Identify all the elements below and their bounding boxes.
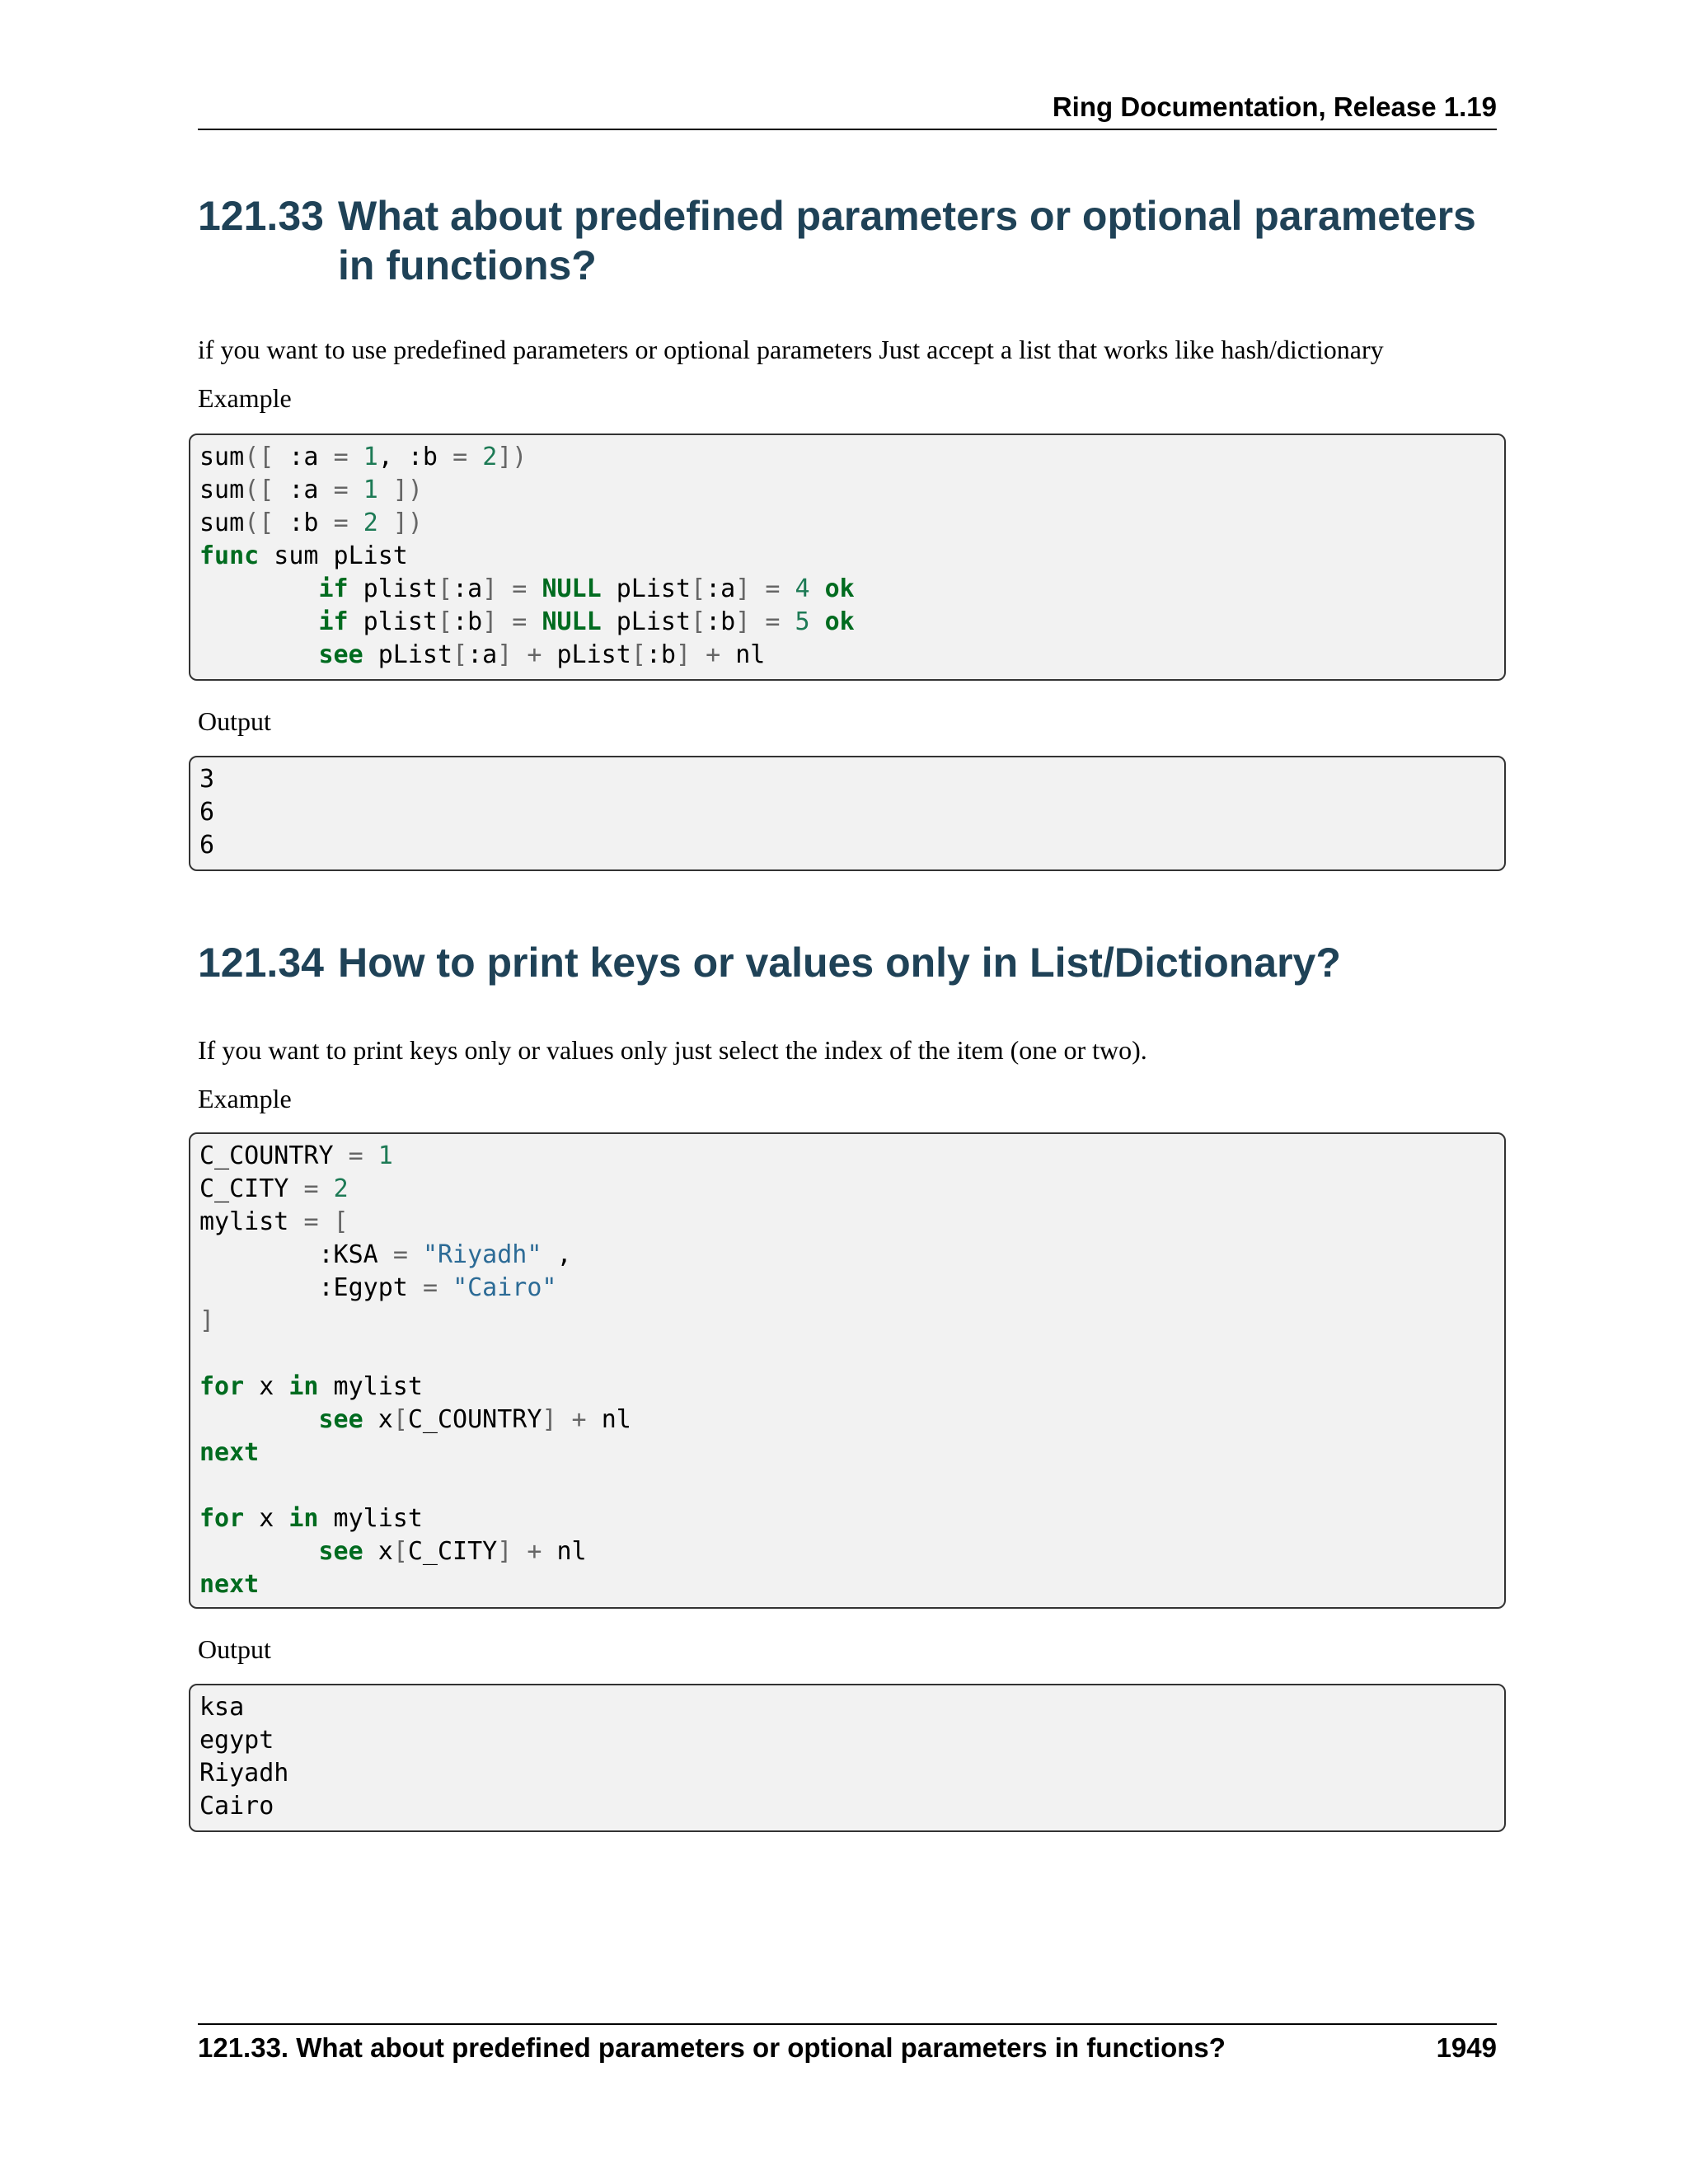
- running-footer: [198, 2023, 1497, 2066]
- output-label: Output: [198, 1634, 271, 1664]
- code-line: next: [199, 1438, 260, 1467]
- code-line: for x in mylist: [199, 1504, 423, 1533]
- page-number: 1949: [1436, 2032, 1497, 2063]
- code-block-output-2: [189, 1684, 1506, 1832]
- section-number: 121.33: [198, 193, 324, 239]
- output-line: 6: [199, 831, 215, 860]
- section-title: How to print keys or values only in List/Dictionary?: [338, 940, 1341, 986]
- code-line: sum([ :a = 1 ]): [199, 476, 423, 504]
- code-line: sum([ :b = 2 ]): [199, 509, 423, 537]
- code-line: for x in mylist: [199, 1372, 423, 1401]
- code-line: func sum pList: [199, 541, 408, 570]
- output-line: ksa: [199, 1693, 245, 1722]
- code-line: see x[C_COUNTRY] + nl: [318, 1405, 631, 1434]
- output-line: 6: [199, 798, 215, 827]
- code-line: :KSA = "Riyadh" ,: [199, 1240, 572, 1269]
- code-line: see x[C_CITY] + nl: [318, 1537, 587, 1566]
- code-block-example-1: [189, 434, 1506, 681]
- code-line: C_CITY = 2: [199, 1174, 349, 1203]
- section-intro: If you want to print keys only or values only just select the index of the item (one or two).: [198, 1035, 1147, 1065]
- code-line: mylist = [: [199, 1207, 349, 1236]
- code-line: [199, 1338, 1495, 1371]
- code-line: C_COUNTRY = 1: [199, 1141, 393, 1170]
- code-line: sum([ :a = 1, :b = 2]): [199, 443, 528, 471]
- section-number: 121.34: [198, 940, 324, 986]
- code-line: if plist[:b] = NULL pList[:b] = 5 ok: [318, 607, 855, 636]
- example-label: Example: [198, 1084, 292, 1113]
- code-block-example-2: [189, 1132, 1506, 1609]
- output-line: Riyadh: [199, 1759, 289, 1788]
- section-intro: if you want to use predefined parameters or optional parameters Just accept a list that works like hash/dictionary: [198, 335, 1384, 364]
- footer-section-title: 121.33. What about predefined parameters or optional parameters in functions?: [198, 2032, 1226, 2063]
- running-header: Ring Documentation, Release 1.19: [198, 91, 1497, 130]
- code-line: if plist[:a] = NULL pList[:a] = 4 ok: [318, 574, 855, 603]
- section-title: What about predefined parameters or optional parameters in functions?: [338, 193, 1476, 288]
- code-line: see pList[:a] + pList[:b] + nl: [318, 640, 766, 669]
- code-line: next: [199, 1570, 260, 1599]
- section-heading-121-34: [198, 938, 1497, 987]
- output-line: Cairo: [199, 1792, 274, 1821]
- output-line: egypt: [199, 1726, 274, 1755]
- code-line: :Egypt = "Cairo": [199, 1273, 557, 1302]
- output-line: 3: [199, 765, 215, 794]
- document-page: [198, 0, 1497, 2184]
- code-block-output-1: [189, 756, 1506, 871]
- section-heading-121-33: [198, 191, 1497, 290]
- example-label: Example: [198, 383, 292, 413]
- code-line: [199, 1469, 1495, 1502]
- code-line: ]: [199, 1306, 215, 1335]
- output-label: Output: [198, 706, 271, 736]
